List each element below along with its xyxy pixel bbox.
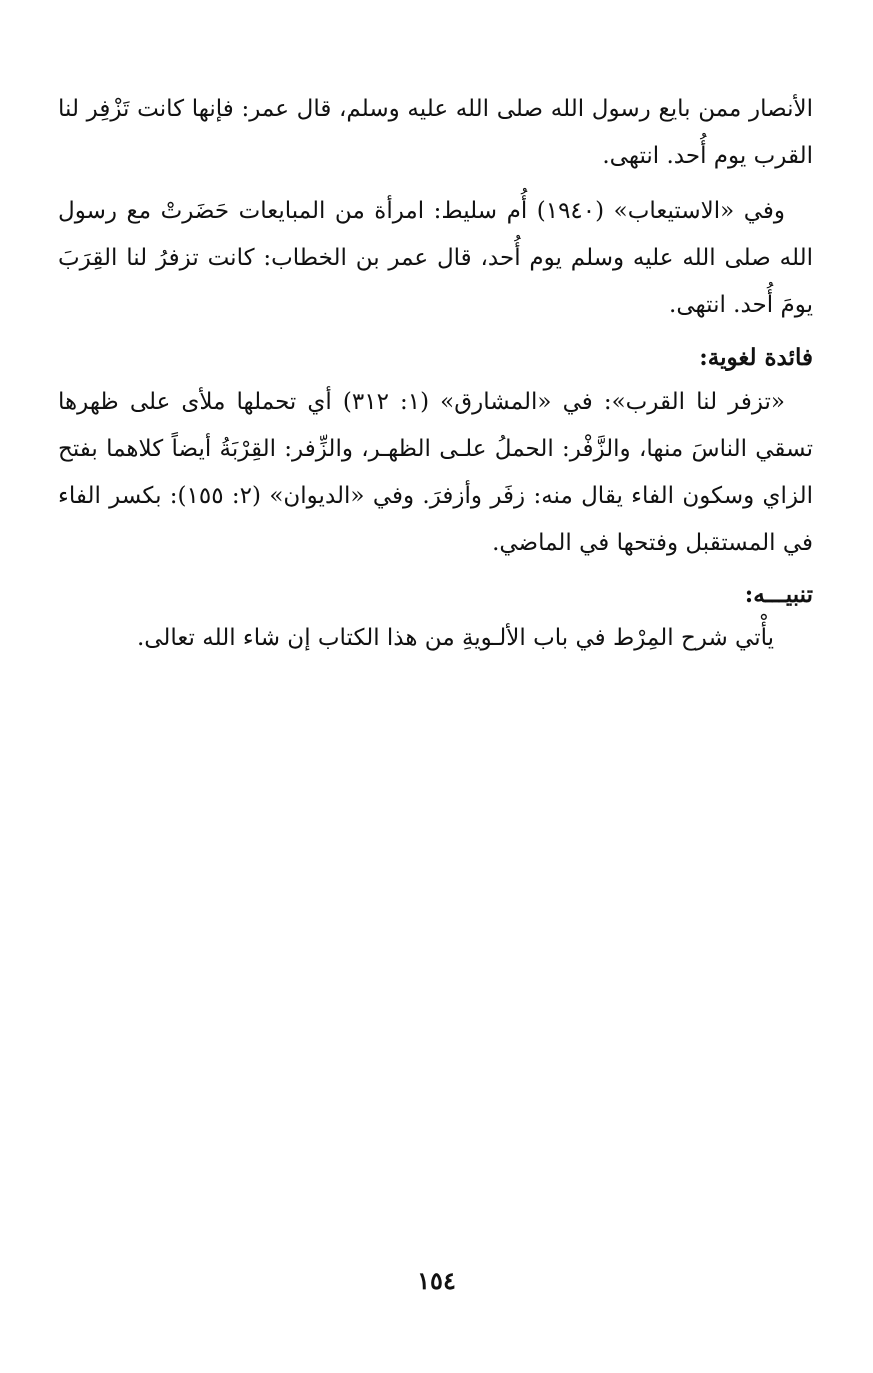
heading-notice: تنبيـــه: (744, 581, 813, 608)
paragraph-notice: يأْتي شرح المِرْط في باب الألـويةِ من هذا الكتاب إن شاء الله تعالى. (136, 625, 775, 651)
page-body (58, 86, 813, 662)
heading-linguistic-note: فائدة لغوية: (699, 344, 813, 371)
paragraph-linguistic-note: «تزفر لنا القرب»: في «المشارق» (١: ٣١٢) أي تحملها ملأى على ظهرها تسقي الناسَ منها، والزَّفْر: الحملُ علـى الظهـر، والزِّفر: القِرْبَةُ أيضاً كلاهما بفتح الزاي وسكون الفاء يقال منه: زفَر وأزفرَ. وفي «الديوان» (٢: ١٥٥): بكسر الفاء في المستقبل وفتحها في الماضي. (58, 389, 814, 556)
page-number: ١٥٤ (417, 1266, 456, 1295)
paragraph-istiab: وفي «الاستيعاب» (١٩٤٠) أُم سليط: امرأة من المبايعات حَضَرتْ مع رسول الله صلى الله عليه وسلم يوم أُحد، قال عمر بن الخطاب: كانت تزفرُ لنا القِرَبَ يومَ أُحد. انتهى. (58, 198, 813, 318)
paragraph-ansar: الأنصار ممن بايع رسول الله صلى الله عليه وسلم، قال عمر: فإنها كانت تَزْفِر لنا القرب يوم أُحد. انتهى. (58, 96, 813, 169)
